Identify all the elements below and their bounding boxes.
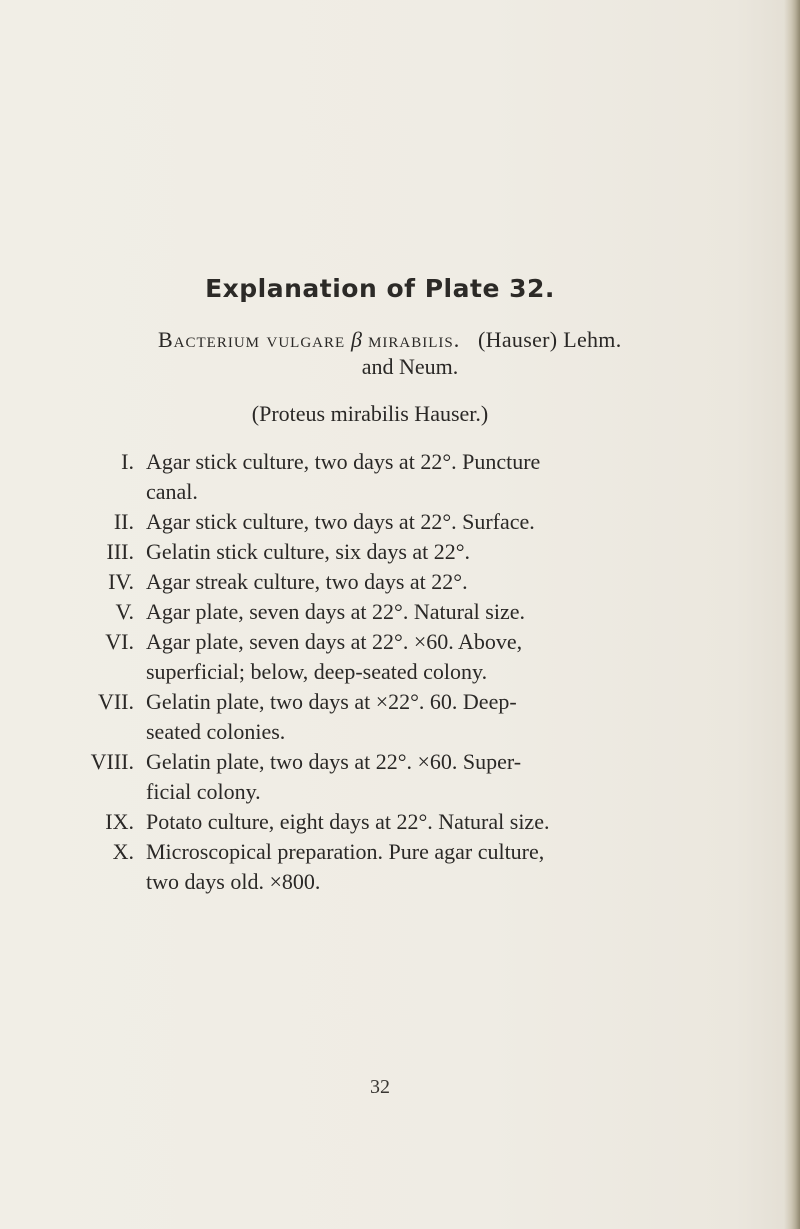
figure-number: II. (113, 509, 134, 534)
list-item (0, 807, 780, 837)
species-heading-continuation: and Neum. (361, 354, 459, 379)
figure-description: Agar stick culture, two days at 22°. Surface. (146, 509, 535, 534)
list-item (0, 777, 780, 807)
page-title: Explanation of Plate 32. (205, 274, 555, 303)
figure-description: Agar stick culture, two days at 22°. Puncture (146, 449, 541, 474)
figure-number: I. (121, 449, 134, 474)
figure-description: Agar streak culture, two days at 22°. (146, 569, 468, 594)
list-item (0, 597, 780, 627)
species-authors: (Hauser) Lehm. (478, 327, 622, 352)
variety-name: mirabilis. (368, 327, 461, 352)
figure-number: IV. (108, 569, 134, 594)
list-item (0, 837, 780, 867)
figure-number: VII. (97, 689, 134, 714)
list-item (0, 657, 780, 687)
list-item (0, 687, 780, 717)
figure-description: superficial; below, deep-seated colony. (146, 659, 488, 684)
figure-description: Gelatin plate, two days at ×22°. 60. Deep- (146, 689, 517, 714)
list-item (0, 477, 780, 507)
figure-description: Agar plate, seven days at 22°. ×60. Above, (146, 629, 523, 654)
list-item (0, 507, 780, 537)
synonym: (Proteus mirabilis Hauser.) (251, 401, 489, 426)
greek-letter: β (350, 327, 363, 352)
page-edge-shadow (784, 0, 800, 1229)
list-item (0, 627, 780, 657)
species-heading (158, 327, 622, 353)
figure-description: Microscopical preparation. Pure agar culture, (146, 839, 545, 864)
list-item (0, 447, 780, 477)
figure-description: ficial colony. (146, 779, 261, 804)
figure-number: IX. (105, 809, 134, 834)
figure-description: seated colonies. (146, 719, 286, 744)
figure-number: V. (115, 599, 134, 624)
list-item (0, 567, 780, 597)
figure-description: Agar plate, seven days at 22°. Natural size. (146, 599, 525, 624)
page-number: 32 (370, 1076, 390, 1098)
species-name: Bacterium vulgare (158, 327, 346, 352)
figure-list (0, 447, 780, 897)
list-item (0, 537, 780, 567)
figure-number: X. (112, 839, 134, 864)
list-item (0, 717, 780, 747)
figure-description: two days old. ×800. (146, 869, 321, 894)
figure-number: VIII. (90, 749, 134, 774)
list-item (0, 867, 780, 897)
figure-description: canal. (146, 479, 198, 504)
figure-description: Gelatin plate, two days at 22°. ×60. Super- (146, 749, 522, 774)
figure-description: Potato culture, eight days at 22°. Natural size. (146, 809, 550, 834)
figure-description: Gelatin stick culture, six days at 22°. (146, 539, 471, 564)
figure-number: III. (106, 539, 134, 564)
list-item (0, 747, 780, 777)
figure-number: VI. (105, 629, 134, 654)
